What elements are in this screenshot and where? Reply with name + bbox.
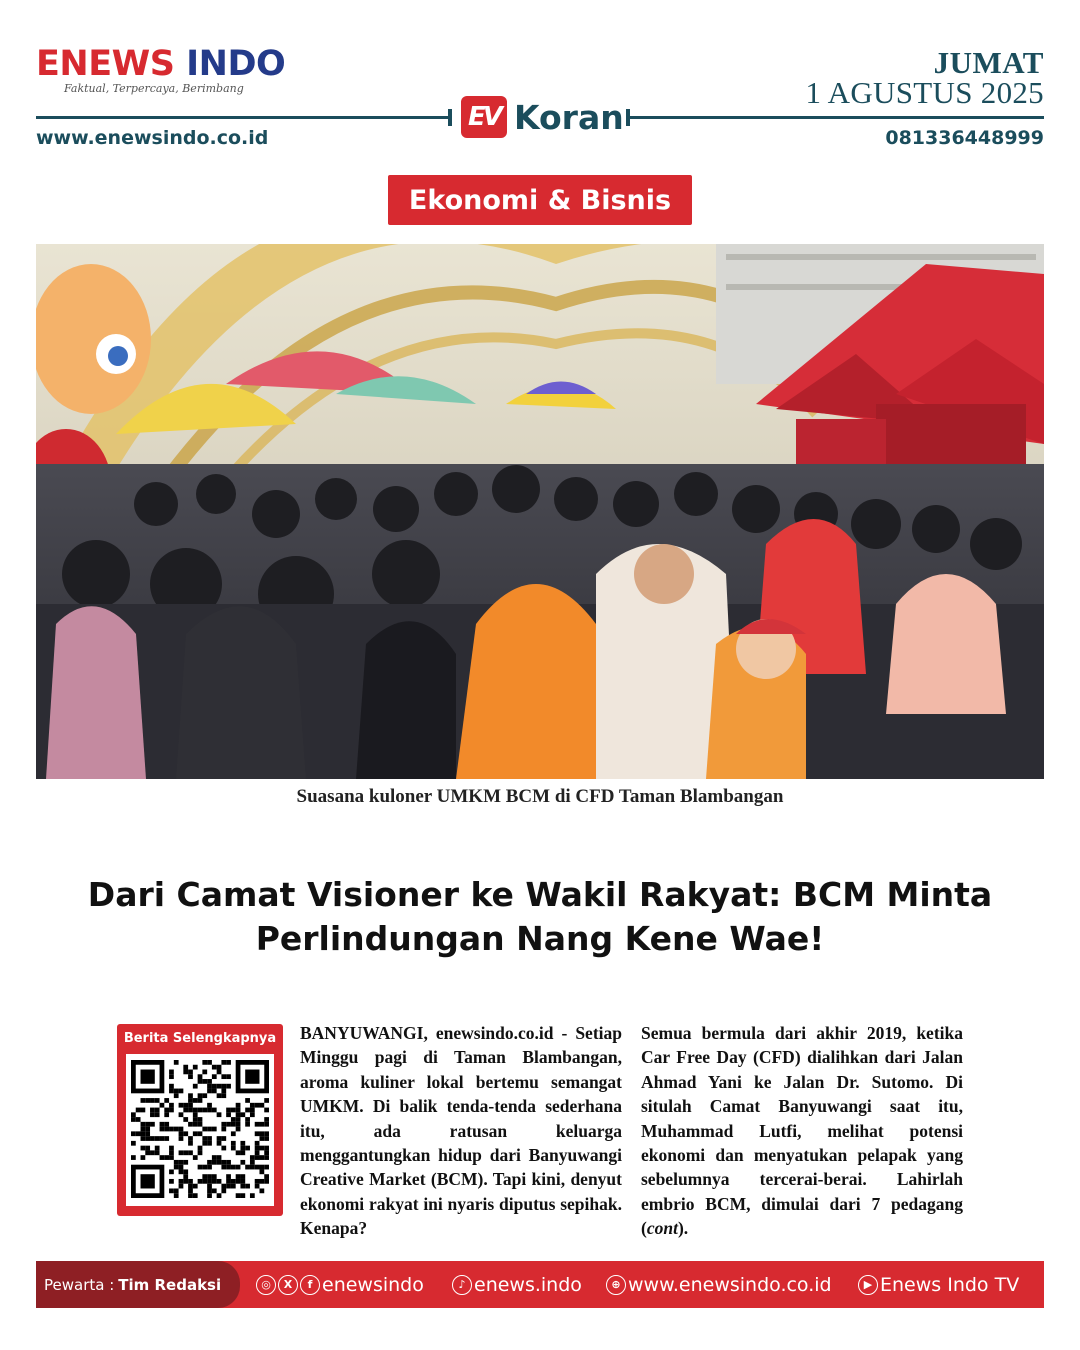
youtube-link[interactable]: [858, 1261, 1019, 1308]
web-link[interactable]: [606, 1261, 832, 1308]
section-badge: Ekonomi & Bisnis: [388, 175, 692, 225]
youtube-channel[interactable]: Enews Indo TV: [880, 1273, 1020, 1296]
youtube-icon: ▶: [858, 1275, 878, 1295]
market-crowd-photo: [36, 244, 1044, 779]
credit-label: Pewarta :: [44, 1275, 115, 1294]
header-rule-right: [628, 116, 1044, 119]
article-photo: [36, 244, 1044, 779]
facebook-icon[interactable]: f: [300, 1275, 320, 1295]
reporter-credit: [36, 1261, 240, 1308]
brand-name-part2: INDO: [186, 44, 286, 84]
article-column-2: [641, 1021, 963, 1241]
issue-day: JUMAT: [933, 45, 1044, 80]
ev-logo-icon: EV: [461, 96, 507, 138]
header-website[interactable]: www.enewsindo.co.id: [36, 127, 269, 149]
social-links[interactable]: [256, 1261, 424, 1308]
tiktok-handle[interactable]: enews.indo: [474, 1273, 582, 1296]
header-rule-cap-right: [626, 109, 630, 126]
brand-name: [36, 44, 285, 84]
web-url[interactable]: www.enewsindo.co.id: [628, 1273, 832, 1296]
qr-code[interactable]: [126, 1054, 274, 1206]
brand-name-part1: ENEWS: [36, 44, 175, 84]
edition-label: Koran: [514, 97, 624, 137]
issue-date: [805, 45, 1044, 110]
brand-tagline: Faktual, Terpercaya, Berimbang: [64, 82, 244, 95]
koran-logo: [461, 96, 624, 138]
header-rule-cap-left: [448, 109, 452, 126]
header-rule-left: [36, 116, 452, 119]
tiktok-link[interactable]: [452, 1261, 582, 1308]
article-column-2-text: Semua bermula dari akhir 2019, ketika Car Free Day (CFD) dialihkan dari Jalan Ahmad Yani ke Jalan Dr. Sutomo. Di situlah Camat Banyuwangi saat itu, Muhammad Lutfi, melihat potensi ekonomi dan menyatukan pelapak yang sebelumnya tercerai-berai. Lahirlah embrio BCM, dimulai dari 7 pedagang (: [641, 1023, 963, 1239]
issue-date-text: 1 AGUSTUS 2025: [805, 75, 1044, 110]
instagram-icon[interactable]: ◎: [256, 1275, 276, 1295]
continued-marker: cont: [646, 1218, 678, 1239]
article-column-2-end: ).: [677, 1218, 689, 1239]
credit-name: Tim Redaksi: [118, 1275, 222, 1294]
article-headline: Dari Camat Visioner ke Wakil Rakyat: BCM Minta Perlindungan Nang Kene Wae!: [87, 875, 993, 958]
qr-card[interactable]: [117, 1024, 283, 1216]
photo-caption: Suasana kuloner UMKM BCM di CFD Taman Blambangan: [296, 786, 784, 807]
header-phone: 081336448999: [885, 127, 1044, 149]
globe-icon: ⊕: [606, 1275, 626, 1295]
x-icon[interactable]: X: [278, 1275, 298, 1295]
tiktok-icon: ♪: [452, 1275, 472, 1295]
article-column-1: BANYUWANGI, enewsindo.co.id - Setiap Minggu pagi di Taman Blambangan, aroma kuliner lokal bertemu semangat UMKM. Di balik tenda-tenda sederhana itu, ada ratusan keluarga menggantungkan hidup dari Banyuwangi Creative Market (BCM). Tapi kini, denyut ekonomi rakyat ini nyaris diputus sepihak. Kenapa?: [300, 1023, 622, 1239]
qr-label: Berita Selengkapnya: [123, 1031, 277, 1046]
social-handle[interactable]: enewsindo: [322, 1273, 424, 1296]
footer-bar: [36, 1261, 1044, 1308]
brand-logo: [36, 44, 285, 95]
qr-code-icon: [131, 1060, 269, 1198]
